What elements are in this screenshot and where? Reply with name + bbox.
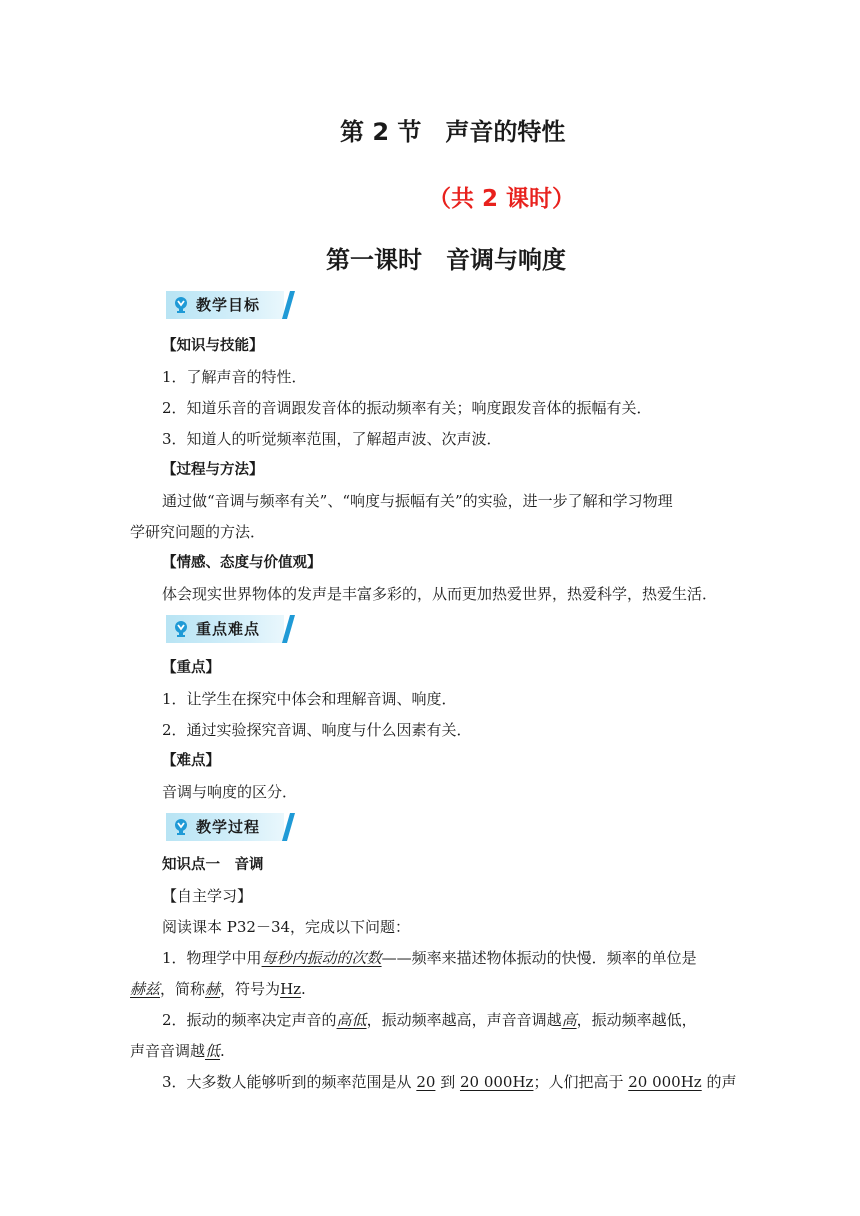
goal-item: 3．知道人的听觉频率范围，了解超声波、次声波． — [162, 430, 502, 448]
key-heading: 【重点】 — [162, 660, 220, 676]
difficulty-heading: 【难点】 — [162, 753, 220, 769]
answer-blank: Hz — [280, 980, 302, 998]
goal-item: 1．了解声音的特性． — [162, 368, 307, 386]
question-text: 声音音调越 — [130, 1042, 206, 1060]
trophy-icon — [172, 818, 190, 836]
question-text: ——频率来描述物体振动的快慢．频率的单位是 — [381, 949, 697, 967]
section-title: 第 2 节 声音的特性 — [340, 118, 566, 146]
trophy-icon — [172, 620, 190, 638]
question-text: 到 — [435, 1073, 460, 1091]
goals-badge — [166, 291, 296, 319]
goal-item: 2．知道乐音的音调跟发音体的振动频率有关；响度跟发音体的振幅有关． — [162, 399, 652, 417]
answer-blank: 每秒内振动的次数 — [261, 949, 382, 967]
question-1-line-1 — [162, 948, 697, 968]
lesson-title: 第一课时 音调与响度 — [326, 246, 566, 274]
self-study-heading: 【自主学习】 — [162, 887, 253, 905]
question-text: ，符号为 — [220, 980, 281, 998]
knowledge-point-title: 知识点一 音调 — [162, 857, 264, 873]
question-text: . — [220, 1042, 225, 1060]
emotion-heading: 【情感、态度与价值观】 — [162, 555, 322, 571]
question-text: 2．振动的频率决定声音的 — [162, 1011, 337, 1029]
answer-blank: 高 — [561, 1011, 577, 1029]
answer-blank: 20 000Hz — [459, 1073, 534, 1091]
answer-blank: 赫兹 — [130, 980, 161, 998]
answer-blank: 20 — [416, 1073, 436, 1091]
question-text: 3．大多数人能够听到的频率范围是从 — [162, 1073, 417, 1091]
keypoints-badge-label: 重点难点 — [196, 620, 261, 638]
process-text: 学研究问题的方法． — [130, 523, 266, 541]
key-item: 2．通过实验探究音调、响度与什么因素有关． — [162, 721, 472, 739]
question-1-line-2 — [130, 979, 306, 999]
process-badge — [166, 813, 296, 841]
question-text: . — [301, 980, 306, 998]
key-item: 1．让学生在探究中体会和理解音调、响度． — [162, 690, 457, 708]
goals-badge-label: 教学目标 — [196, 296, 261, 314]
question-text: ，振动频率越高，声音音调越 — [366, 1011, 562, 1029]
keypoints-badge — [166, 615, 296, 643]
emotion-text: 体会现实世界物体的发声是丰富多彩的，从而更加热爱世界，热爱科学，热爱生活． — [162, 585, 718, 603]
question-3-line-1 — [162, 1072, 737, 1092]
question-2-line-1 — [162, 1010, 697, 1030]
difficulty-item: 音调与响度的区分． — [162, 783, 298, 801]
process-badge-label: 教学过程 — [196, 818, 261, 836]
trophy-icon — [172, 296, 190, 314]
reading-instruction: 阅读课本 P32－34，完成以下问题： — [162, 918, 411, 936]
answer-blank: 低 — [205, 1042, 221, 1060]
question-text: ，简称 — [160, 980, 206, 998]
process-heading: 【过程与方法】 — [162, 462, 264, 478]
answer-blank: 赫 — [205, 980, 221, 998]
question-text: 的声 — [701, 1073, 737, 1091]
question-text: 1．物理学中用 — [162, 949, 262, 967]
answer-blank: 高低 — [336, 1011, 367, 1029]
question-2-line-2 — [130, 1041, 225, 1061]
question-text: ，振动频率越低， — [576, 1011, 697, 1029]
question-text: ；人们把高于 — [533, 1073, 629, 1091]
answer-blank: 20 000Hz — [628, 1073, 702, 1091]
process-text: 通过做“音调与频率有关”、“响度与振幅有关”的实验，进一步了解和学习物理 — [162, 492, 673, 510]
period-count: （共 2 课时） — [428, 186, 576, 212]
knowledge-heading: 【知识与技能】 — [162, 338, 264, 354]
